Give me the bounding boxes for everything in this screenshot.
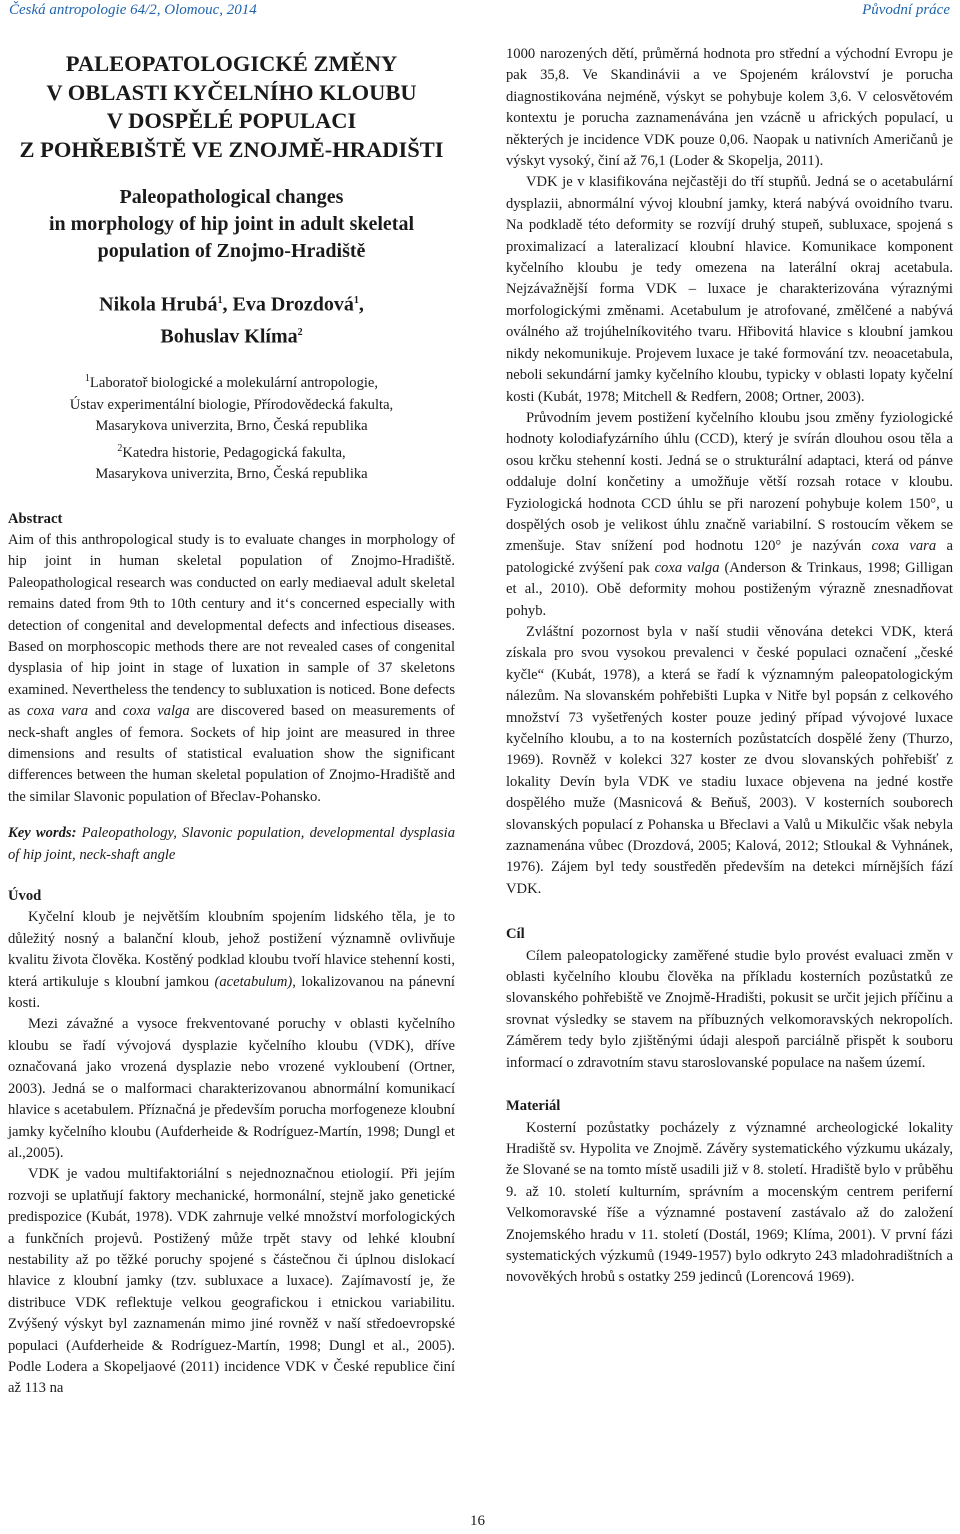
affiliation-line: Ústav experimentální biologie, Přírodovědecká fakulta, (69, 396, 394, 413)
left-column (8, 44, 455, 1400)
affiliation-line: Masarykova univerzita, Brno, Česká republika (95, 418, 368, 435)
czech-title-line: V DOSPĚLÉ POPULACI (106, 108, 357, 133)
english-title-line: Paleopathological changes (119, 186, 344, 208)
author-name: Bohuslav Klíma (160, 325, 298, 348)
english-title (8, 184, 455, 265)
body-paragraph: Zvláštní pozornost byla v naší studii věnována detekci VDK, která získala pro svou vysokou prevalenci v české populaci označení „české kyčle“ (Kubát, 1978), a která se řadí k významným paleopatologickým nálezům. Na slovanském pohřebišti Lupka v Nitře byl popsán z celkového množství 73 vyšetřených koster pouze jediný případ vývojové luxace kyčelního kloubu, a to na kosterních pozůstatcích dospělé ženy (Thurzo, 1969). Rovněž v kolekci 327 koster ze dvou slovanských pohřebišť z lokality Devín byla VDK ve stadiu luxace objevena na jedné kostře dospělého muže (Masnicová & Beňuš, 2003). V kosterních souborech slovanských populací z Pohanska u Břeclavi a Valů u Mikulčic však nebyla zaznamenána vůbec (Drozdová, 2005; Kalová, 2012; Stloukal & Vyhnánek, 1976). Zájem byl tedy soustředěn především na detekci mírnějších fází VDK. (506, 623, 953, 897)
czech-title-line: Z POHŘEBIŠTĚ VE ZNOJMĚ-HRADIŠTI (19, 136, 444, 162)
intro-heading: Úvod (8, 888, 42, 905)
author-list (8, 287, 455, 350)
abstract-text: Aim of this anthropological study is to evaluate changes in morphology of hip joint in human skeletal population of Znojmo-Hradiště. Paleopathological research was conducted on early mediaeval adult skeletal remains dated from 9th to 10th century and it‘s concerned especially with detection of congenital and developmental defects and infectious diseases. Based on morphoscopic methods there are not revealed cases of congenital dysplasia of hip joint in stage of luxation in sample of 37 skeletons examined. Nevertheless the tendency to subluxation is noticed. Bone defects as coxa vara and coxa valga are discovered based on measurements of neck-shaft angles of femora. Sockets of hip joint are measured in three dimensions and results of statistical evaluation show the significant differences between the human skeletal population of Znojmo-Hradiště and the similar Slavonic population of Břeclav-Pohansko. (8, 531, 456, 805)
affiliation-line: Masarykova univerzita, Brno, Česká republika (95, 466, 368, 483)
aim-heading: Cíl (506, 926, 525, 943)
page-number: 16 (470, 1513, 485, 1529)
right-column (506, 44, 953, 1289)
affiliations (8, 368, 455, 485)
keywords (8, 823, 455, 866)
author-affiliation-mark: 1 (353, 295, 359, 306)
aim-paragraph: Cílem paleopatologicky zaměřené studie bylo provést evaluaci změn v oblasti kyčelního kloubu člověka na příkladu kosterních pozůstatků ze slovanského pohřebiště ve Znojmě-Hradišti, pokusit se určit jejich příčinu a srovnat výsledky se stavem na příbuzných velkomoravských nekropolích. Záměrem tedy bylo zjištěnými údaji alespoň parciálně přispět k souboru informací o zdravotním stavu staroslovanské populace na našem území. (506, 947, 953, 1071)
keywords-text: Paleopathology, Slavonic population, developmental dysplasia of hip joint, neck-shaft angle (8, 825, 455, 863)
abstract-heading: Abstract (8, 510, 63, 527)
material-paragraph: Kosterní pozůstatky pocházely z významné archeologické lokality Hradiště sv. Hypolita ve Znojmě. Závěry systematického výzkumu ukázaly, že Slované se na tomto místě usadili již v 8. století. Hradiště bylo v průběhu 9. až 10. století kulturním, správním a mocenským centrem periferní Velkomoravské říše a významné postavení zastávalo až do založení Znojemského hradu v 11. století (Dostál, 1969; Klíma, 2001). V první fázi systematických výzkumů (1949-1957) bylo odkryto 243 mladohradištních a novověkých hrobů s ostatky 259 jedinců (Lorencová 1969). (506, 1119, 953, 1286)
keywords-label: Key words: (8, 825, 77, 842)
english-title-line: in morphology of hip joint in adult skeletal (48, 213, 415, 235)
affiliation-line: Katedra historie, Pedagogická fakulta, (122, 444, 346, 461)
body-paragraph: 1000 narozených dětí, průměrná hodnota pro střední a východní Evropu je pak 35,8. Ve Skandinávii a ve Spojeném království je porucha diagnostikována nejméně, výskyt se pohybuje kolem 3,6. V celosvětovém kontextu je porucha zaznamenávána jen vzácně u afrických populací, u některých je incidence VDK pouze 0,06. Naopak u nativních Američanů je výskyt vysoký, činí až 76,1 (Loder & Skopelja, 2011). (506, 46, 953, 170)
body-paragraph: Průvodním jevem postižení kyčelního kloubu jsou změny fyziologické hodnoty kolodiafyzárního úhlu (CCD), který je svírán dlouhou osou těla a osou krčku stehenní kosti. Jedná se o strukturální adaptaci, která od pánve oddaluje dolní končetiny a umožňuje větší rozsah rotace v kloubu. Fyziologická hodnota CCD úhlu se při narození pohybuje kolem 150°, u dospělých osob je velikost úhlu značně variabilní. S rostoucím věkem se zmenšuje. Stav snížení pod hodnotu 120° je nazýván coxa vara a patologické zvýšení pak coxa valga (Anderson & Trinkaus, 1998; Gilligan et al., 2010). Obě deformity mohou postiženým výrazně znesnadňovat pohyb. (506, 409, 953, 619)
intro-paragraph: Mezi závažné a vysoce frekventované poruchy v oblasti kyčelního kloubu se řadí vývojová dysplazie kyčelního kloubu (VDK), dříve označovaná jako vrozená dysplazie nebo vrozené vykloubení (Ortner, 2003). Jedná se o malformaci charakterizovanou abnormální komunikací hlavice s acetabulem. Příznačná je především porucha morfogeneze kloubní jamky kyčelního kloubu (Aufderheide & Rodríguez-Martín, 1998; Dungl et al.,2005). (8, 1016, 455, 1161)
affiliation-mark: 1 (84, 373, 90, 385)
body-paragraph: VDK je v klasifikována nejčastěji do tří stupňů. Jedná se o acetabulární dysplazii, abnormální vývoj kloubní jamky, která nabývá ovoidního tvaru. Na podkladě této deformity se rozvíjí druhý stupeň, subluxace, spojená s proximalizací a lateralizací kloubní hlavice. Komunikace komponent kyčelního kloubu je tedy omezena na laterální okraj acetabula. Nejzávažnější forma VDK – luxace je charakterizována výraznými morfologickými změnami. Acetabulum je atrofované, změlčené a nabývá oválného až trojúhelníkovitého tvaru. Hřibovitá hlavice s kloubní jamkou nikdy nekomunikuje. Projevem luxace je také formování tzv. neoacetabula, neboli sekundární jamky kyčelního kloubu, typicky v oblasti lopaty kyčelní kosti (Kubát, 1978; Mitchell & Redfern, 2008; Ortner, 2003). (506, 174, 953, 405)
material-heading: Materiál (506, 1098, 561, 1115)
czech-title-line: V OBLASTI KYČELNÍHO KLOUBU (46, 79, 417, 105)
running-header-right: Původní práce (862, 2, 950, 18)
author-affiliation-mark: 2 (297, 326, 303, 338)
intro-paragraph: VDK je vadou multifaktoriální s nejednoznačnou etiologií. Při jejím rozvoji se uplatňují faktory mechanické, hormonální, stejně jako genetické predispozice (Kubát, 1978). VDK zahrnuje velké množství morfologických a funkčních projevů. Postižený může trpět stavy od lehké kloubní nestability až po těžké poruchy spojené s částečnou či úplnou dislokací hlavice z kloubní jamky (tzv. subluxace a luxace). Zajímavostí je, že distribuce VDK reflektuje velkou geografickou i etnickou variabilitu. Zvýšený výskyt byl zaznamenán mimo jiné rovněž v naší středoevropské populaci (Aufderheide & Rodríguez-Martín, 1998; Dungl et al., 2005). Podle Lodera a Skopeljaové (2011) incidence VDK v České republice činí až 113 na (8, 1166, 455, 1397)
affiliation-line: Laboratoř biologické a molekulární antropologie, (89, 375, 379, 392)
running-header-left: Česká antropologie 64/2, Olomouc, 2014 (9, 2, 257, 18)
affiliation-mark: 2 (117, 442, 123, 454)
czech-title-line: PALEOPATOLOGICKÉ ZMĚNY (65, 51, 398, 76)
author-separator: , (358, 293, 364, 316)
author-affiliation-mark: 1 (217, 295, 223, 306)
czech-title (8, 50, 455, 164)
english-title-line: population of Znojmo-Hradiště (97, 240, 366, 262)
author-name: , Eva Drozdová (222, 293, 354, 316)
intro-paragraph: Kyčelní kloub je největším kloubním spojením lidského těla, je to důležitý nosný a balanční kloub, jehož postižení významně ovlivňuje kvalitu života člověka. Kostěný podklad kloubu tvoří hlavice stehenní kosti, která artikuluje s kloubní jamkou (acetabulum), lokalizovanou na pánevní kosti. (8, 909, 455, 1012)
author-name: Nikola Hrubá (99, 293, 218, 316)
